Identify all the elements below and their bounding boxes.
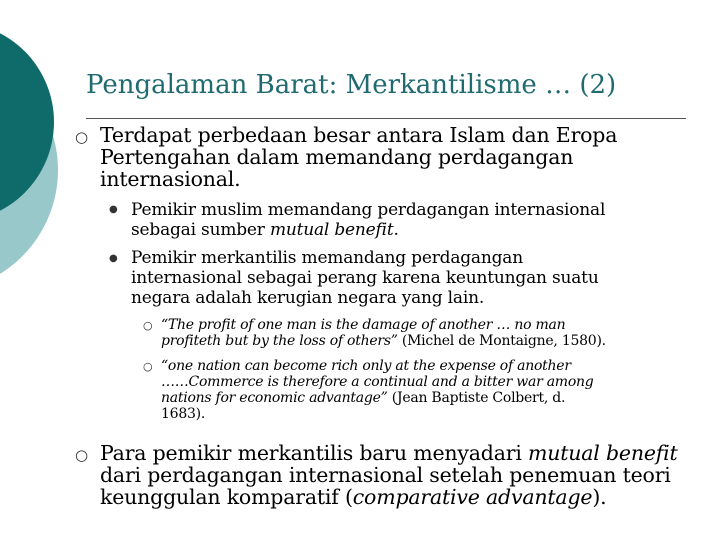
title-underline: [86, 118, 686, 119]
text-line: internasional.: [100, 167, 241, 191]
quote-line: “The profit of one man is the damage of another … no man: [161, 317, 566, 333]
subbullet-2-text: [131, 248, 599, 308]
text-run: Para pemikir merkantilis baru menyadari: [100, 441, 528, 465]
text-line: [161, 390, 594, 406]
quote-text: profiteth but by the loss of others”: [161, 333, 398, 349]
quote-2-text: [161, 358, 594, 422]
hollow-circle-bullet-icon: ○: [143, 319, 153, 332]
text-run: sebagai sumber: [131, 220, 270, 240]
citation: (Michel de Montaigne, 1580).: [397, 333, 606, 349]
text-line: Terdapat perbedaan besar antara Islam dan Eropa: [100, 123, 618, 147]
emphasis-text: mutual benefit: [269, 220, 394, 240]
text-run: ).: [592, 485, 607, 509]
text-run: .: [393, 220, 399, 240]
filled-circle-bullet-icon: ●: [109, 204, 118, 215]
hollow-circle-bullet-icon: ○: [75, 446, 89, 464]
text-line: [100, 486, 678, 508]
bullet-2-text: [100, 442, 678, 508]
text-line: negara adalah kerugian negara yang lain.: [131, 288, 485, 308]
text-run: keunggulan komparatif (: [100, 485, 353, 509]
hollow-circle-bullet-icon: ○: [75, 128, 89, 146]
text-line: Pertengahan dalam memandang perdagangan: [100, 145, 574, 169]
text-line: [161, 333, 606, 349]
citation-line: 1683).: [161, 406, 206, 422]
text-line: [131, 220, 605, 240]
text-line: internasional sebagai perang karena keuntungan suatu: [131, 268, 599, 288]
emphasis-text: mutual benefit: [528, 441, 678, 465]
quote-line: “one nation can become rich only at the expense of another: [161, 358, 571, 374]
text-line: dari perdagangan internasional setelah penemuan teori: [100, 463, 671, 487]
quote-1-text: [161, 317, 606, 349]
filled-circle-bullet-icon: ●: [109, 253, 118, 264]
hollow-circle-bullet-icon: ○: [143, 360, 153, 373]
quote-text: nations for economic advantage”: [161, 390, 388, 406]
quote-line: ……Commerce is therefore a continual and a bitter war among: [161, 374, 594, 390]
text-line: [100, 442, 678, 464]
bullet-1-text: [100, 124, 617, 190]
slide-title: Pengalaman Barat: Merkantilisme … (2): [86, 70, 617, 100]
emphasis-text: comparative advantage: [352, 485, 593, 509]
text-line: Pemikir merkantilis memandang perdagangan: [131, 248, 523, 268]
text-line: Pemikir muslim memandang perdagangan internasional: [131, 200, 606, 220]
citation: (Jean Baptiste Colbert, d.: [387, 390, 566, 406]
subbullet-1-text: [131, 200, 605, 240]
